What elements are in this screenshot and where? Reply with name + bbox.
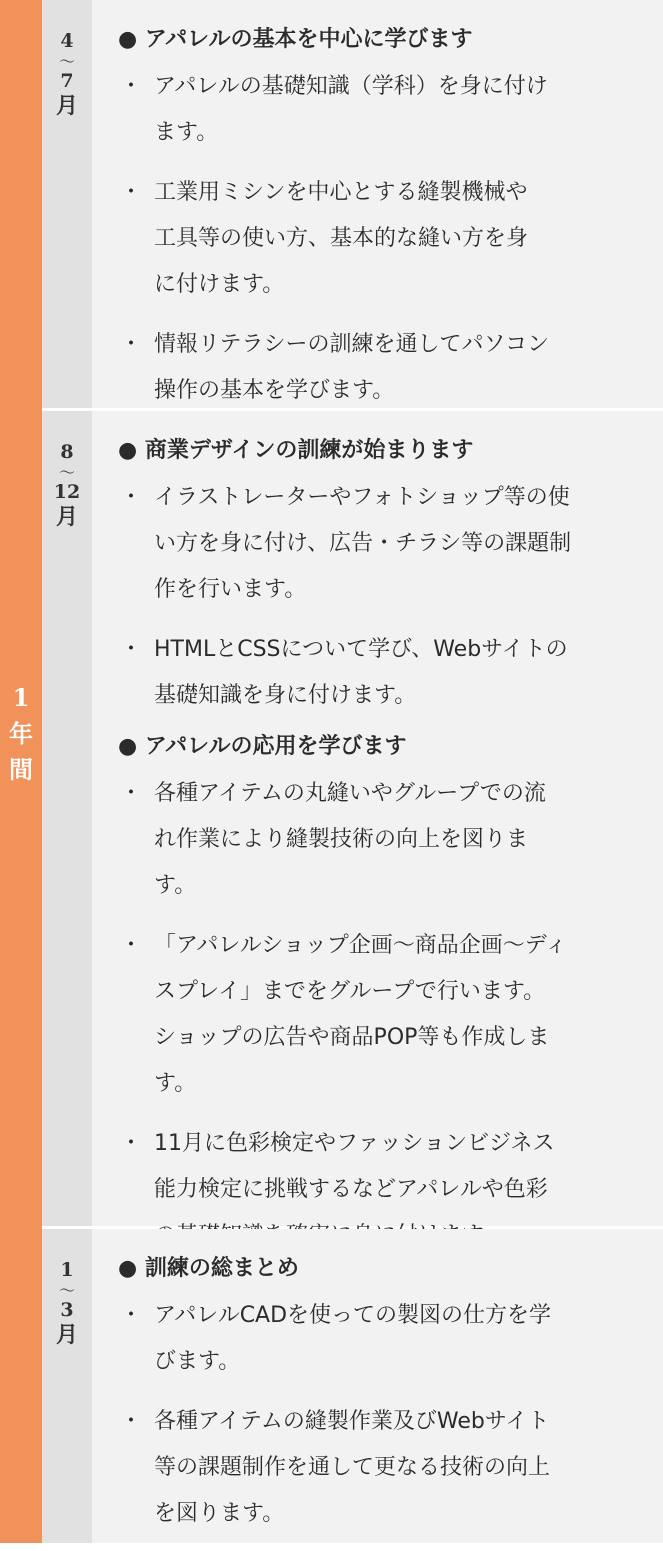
year-label-char: 1: [12, 683, 30, 712]
list-item: ・ 各種アイテムの縫製作業及びWebサイト 等の課題制作を通して更なる技術の向上 を図ります。: [118, 1399, 645, 1537]
list-item: ・ 工業用ミシンを中心とする縫製機械や 工具等の使い方、基本的な縫い方を身 に付けます。: [118, 170, 645, 308]
section-heading: ● 商業デザインの訓練が始まります: [118, 438, 474, 463]
month-label: 8 〜 12 月: [53, 441, 81, 530]
period-row-apr-jul: [42, 0, 663, 408]
period-row-jan-mar: [42, 1229, 663, 1543]
list-item: ・ 各種アイテムの丸縫いやグループでの流 れ作業により縫製技術の向上を図りま す。: [118, 771, 645, 909]
section-heading: ● アパレルの基本を中心に学びます: [118, 27, 473, 52]
month-column: [42, 411, 92, 1226]
list-item: ・ アパレルCADを使っての製図の仕方を学 びます。: [118, 1293, 645, 1385]
period-content: [118, 26, 645, 428]
list-item: ・ イラストレーターやフォトショップ等の使 い方を身に付け、広告・チラシ等の課題制 作を行います。: [118, 475, 645, 613]
list-item: ・ 「アパレルショップ企画〜商品企画〜ディ スプレイ」までをグループで行います。 ショップの広告や商品POP等も作成しま す。: [118, 923, 645, 1107]
section-heading: ● 訓練の総まとめ: [118, 1256, 299, 1281]
year-label-char: 年: [9, 719, 33, 748]
period-content: [118, 1255, 645, 1551]
month-column: [42, 1229, 92, 1543]
period-content: [118, 437, 645, 1273]
month-label: 4 〜 7 月: [55, 30, 78, 119]
year-label-char: 間: [9, 755, 33, 784]
list-item: ・ 情報リテラシーの訓練を通してパソコン 操作の基本を学びます。: [118, 322, 645, 414]
period-row-aug-dec: [42, 411, 663, 1226]
section-heading: ● アパレルの応用を学びます: [118, 734, 407, 759]
list-item: ・ 11月に色彩検定やファッションビジネス 能力検定に挑戦するなどアパレルや色彩: [118, 1121, 645, 1259]
list-item: ・ HTMLとCSSについて学び、Webサイトの 基礎知識を身に付けます。: [118, 627, 645, 719]
list-item: ・ アパレルの基礎知識（学科）を身に付け ます。: [118, 64, 645, 156]
month-label: 1 〜 3 月: [55, 1259, 78, 1348]
year-label: [0, 680, 42, 788]
month-column: [42, 0, 92, 408]
year-column: [0, 0, 42, 1543]
